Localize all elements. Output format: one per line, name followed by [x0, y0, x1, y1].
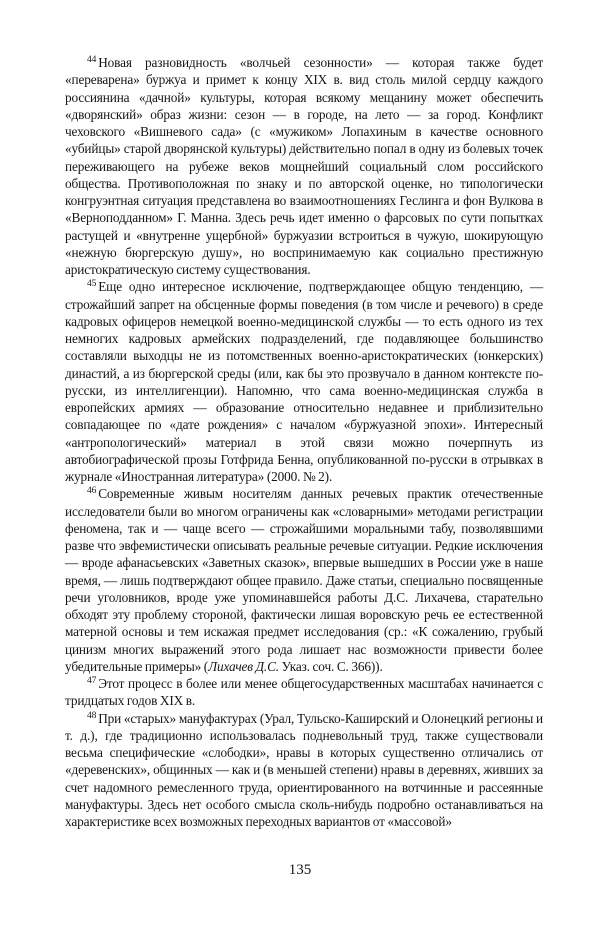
- footnote-reference-tail: Указ. соч. С. 366)).: [278, 658, 383, 674]
- footnote-number: 47: [87, 676, 97, 686]
- footnote-text: Современные живым носителям данных речевых практик отечественные исследователи были во многом ограничены как «словарными» методами регистрации феномена, так и — чаще всего — строжайшими моральными табу, позволявшими разве что эвфемистически описывать реальные речевые ситуации. Редкие исключения — вроде афанасьевских «Заветных сказок», впервые вышедших в России уже в наше время, — лишь подтверждают общее правило. Даже статьи, специально посвященные речи уголовников, вроде уже упоминавшейся работы Д.С. Лихачева, старательно обходят эту проблему стороной, фактически лишая воровскую речь ее естественной матерной основы и тем искажая предмет исследования (ср.: «К сожалению, грубый цинизм многих выражений этого рода лишает нас возможности привести более убедительные примеры» (: [65, 486, 543, 674]
- footnote-number: 48: [87, 710, 97, 721]
- page-number: 135: [288, 862, 312, 878]
- footnote-number: 46: [87, 486, 97, 497]
- footnote-reference-author: Лихачев Д.С.: [208, 658, 279, 674]
- footnote-46: [65, 485, 543, 675]
- footnote-text: Еще одно интересное исключение, подтверждающее общую тенденцию, — строжайший запрет на обсценные формы поведения (в том числе и речевого) в среде кадровых офицеров немецкой военно-медицинской службы — то есть одного из тех немногих кадровых армейских подразделений, где подавляющее большинство составляли выходцы не из потомственных военно-аристократических (юнкерских) династий, а из бюргерской среды (или, как бы это прозвучало в данном контексте по-русски, из интеллигенции). Напомню, что сама военно-медицинская служба в европейских армиях — образование относительно недавнее и приблизительно совпадающее по «дате рождения» с началом «буржуазной эпохи». Интересный «антропологический» материал в этой связи можно почерпнуть из автобиографической прозы Готфрида Бенна, опубликованной по-русски в отрывках в журнале «Иностранная литература» (2000. № 2).: [65, 279, 543, 484]
- footnote-text: Новая разновидность «волчьей сезонности» — которая также будет «переварена» буржуа и примет к концу XIX в. вид столь милой сердцу каждого россиянина «дачной» культуры, которая всякому мещанину может обеспечить «дворянский» образ жизни: сезон — в городе, на лето — за город. Конфликт чеховского «Вишневого сада» (с «мужиком» Лопахиным в качестве основного «убийцы» старой дворянской культуры) действительно попал в одну из болевых точек переживающего на рубеже веков мощнейший социальный слом российского общества. Противоположная по знаку и по авторской оценке, но типологически конгруэнтная ситуация представлена во взаимоотношениях Геслинга и фон Вулкова в «Верноподданном» Г. Манна. Здесь речь идет именно о фарсовых по сути попытках растущей и «внутренне ущербной» буржуазии встроиться в чужую, шокирующую «нежную бюргерскую душу», но воспринимаемую как социально престижную аристократическую систему существования.: [65, 55, 543, 277]
- footnotes-block: [65, 54, 543, 830]
- footnote-number: 45: [87, 279, 97, 290]
- footnote-44: [65, 54, 543, 278]
- footnote-text: При «старых» мануфактурах (Урал, Тульско-Каширский и Олонецкий регионы и т. д.), где традиционно использовалась подневольный труд, также существовали весьма специфические «слободки», нравы в которых существенно отличались от «деревенских», общинных — как и (в меньшей степени) нравы в деревнях, живших за счет надомного ремесленного труда, ориентированного на вотчинные и рассеянные мануфактуры. Здесь нет особого смысла сколь-нибудь подробно останавливаться на характеристике всех возможных переходных вариантов от «массовой»: [65, 710, 543, 829]
- footnote-number: 44: [87, 55, 97, 65]
- footnote-47: [65, 675, 543, 710]
- footnote-48: [65, 710, 543, 831]
- footnote-45: [65, 278, 543, 485]
- footnote-text: Этот процесс в более или менее общегосударственных масштабах начинается с тридцатых годов XIX в.: [65, 676, 543, 709]
